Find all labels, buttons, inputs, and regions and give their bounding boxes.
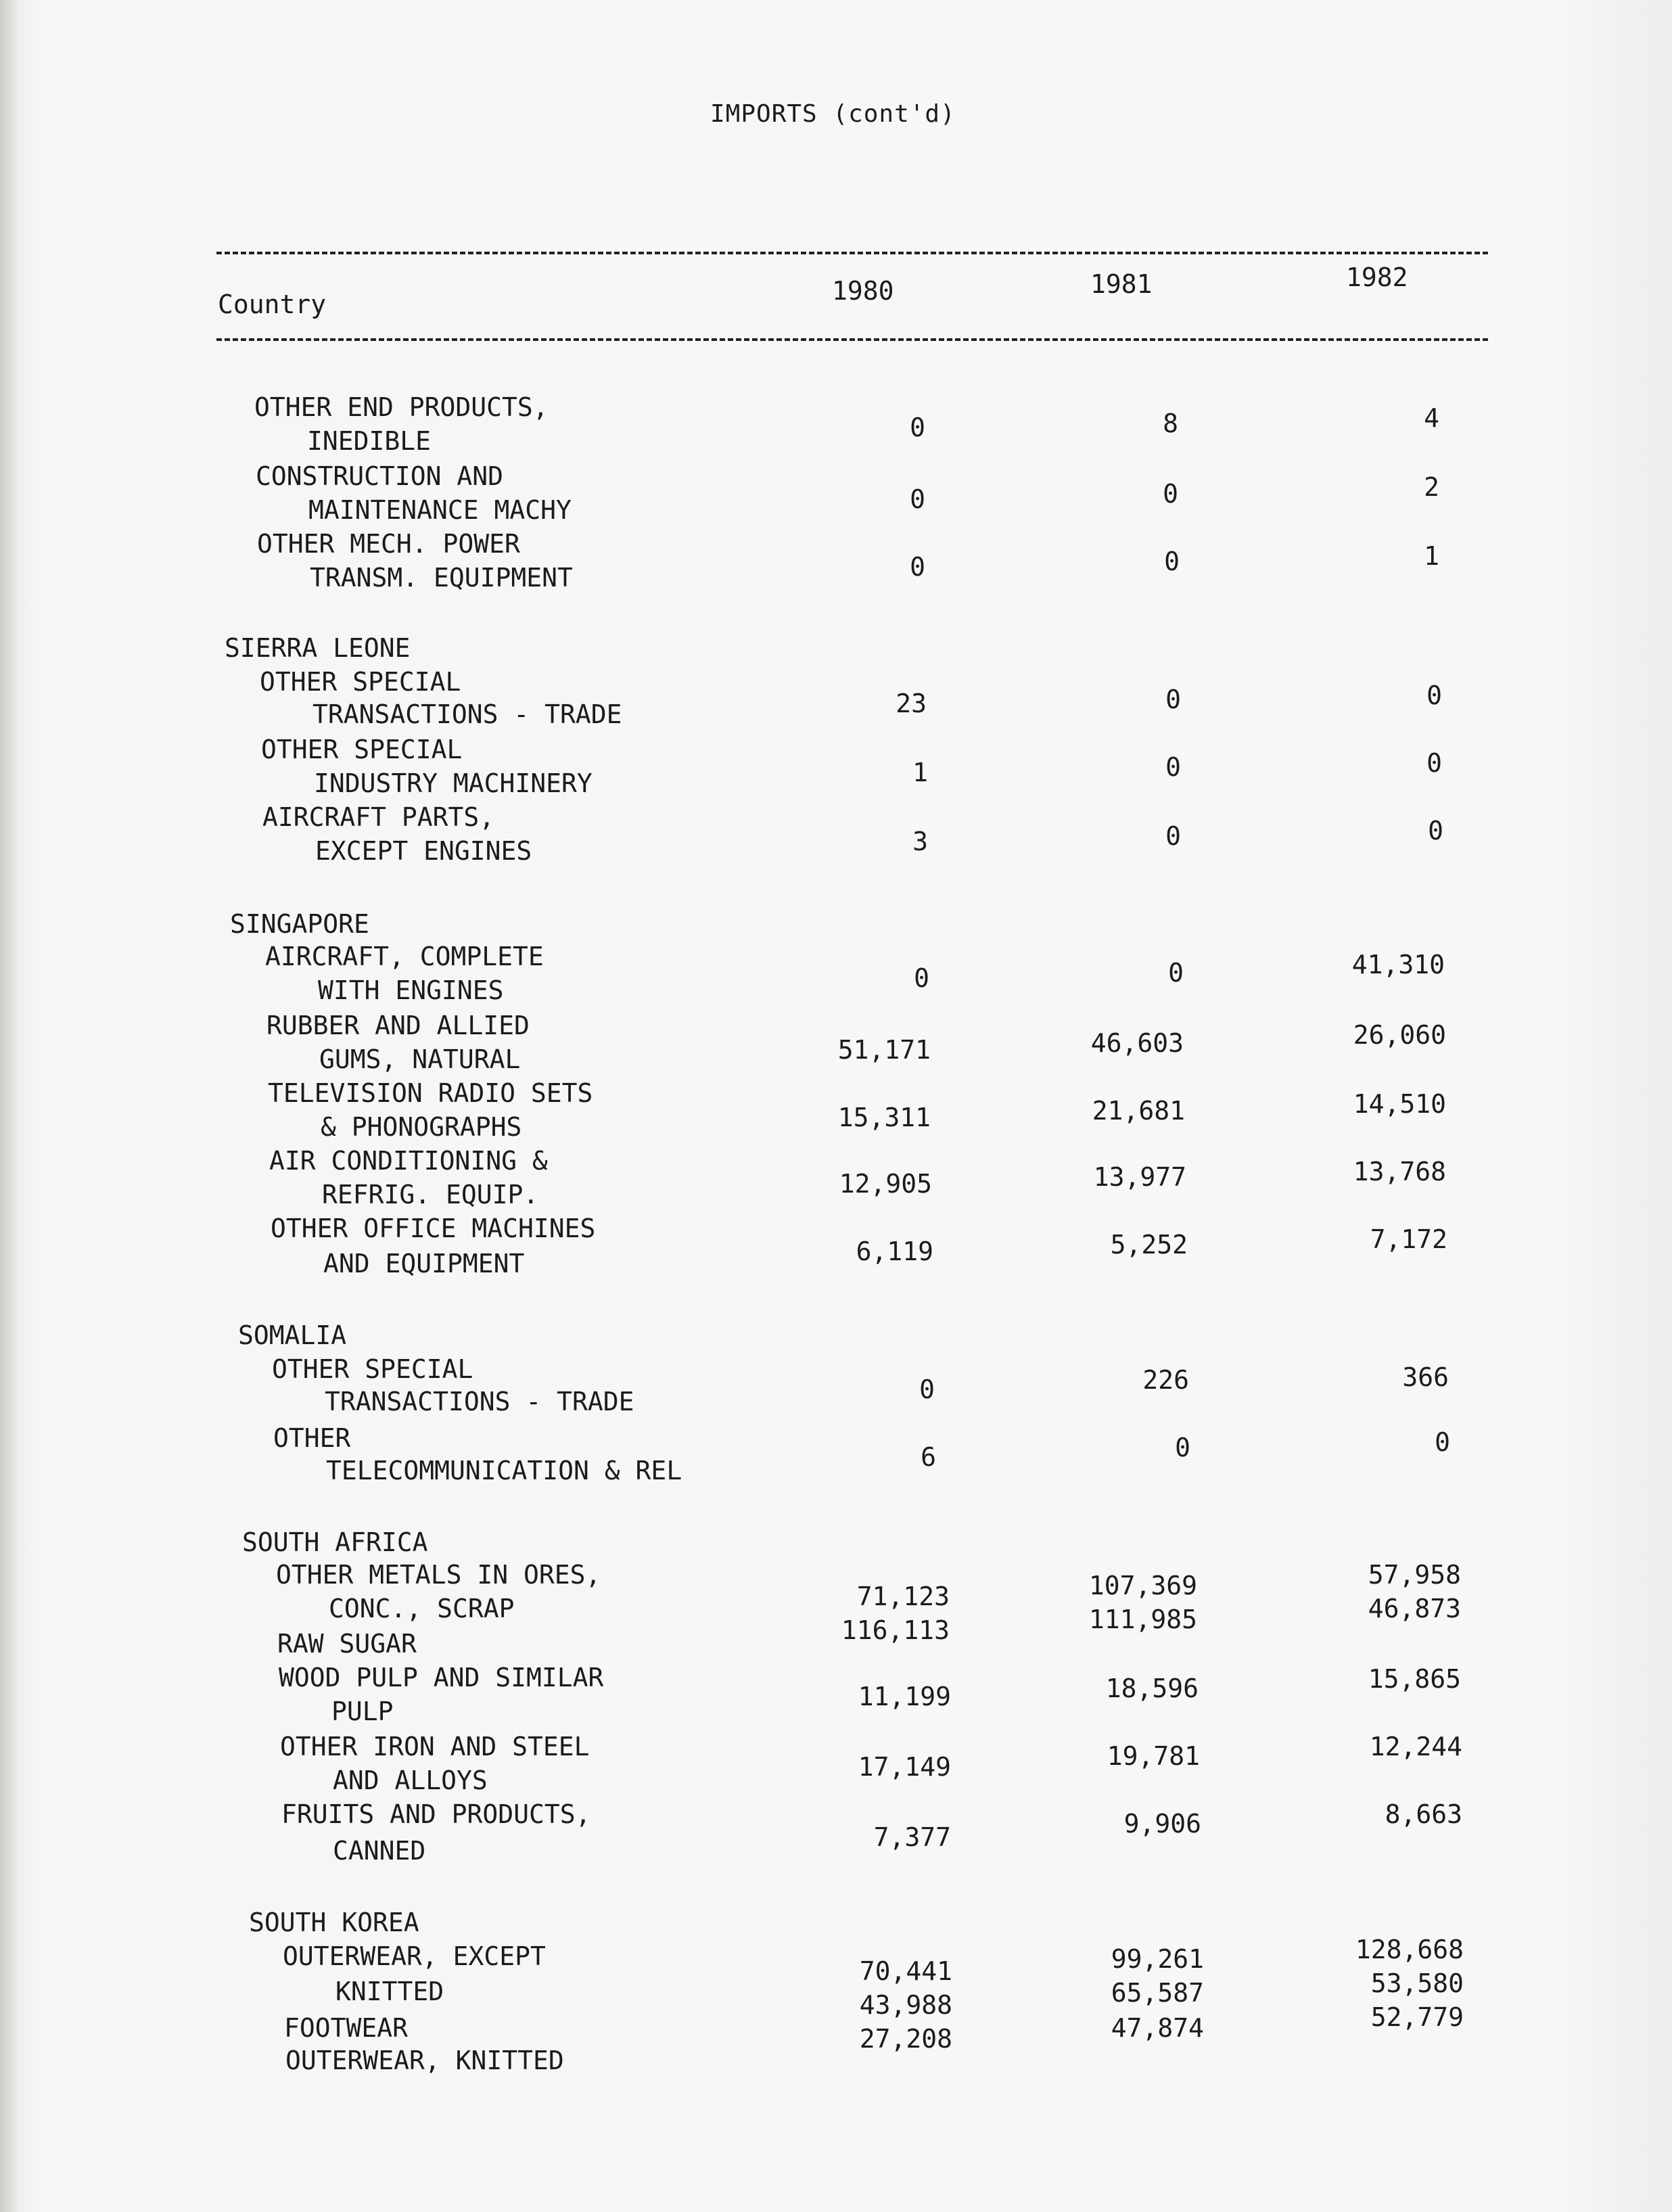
- item-label-line: TELECOMMUNICATION & REL: [326, 1456, 682, 1485]
- item-label-line: AIRCRAFT PARTS,: [262, 802, 495, 832]
- item-label-line: OTHER SPECIAL: [261, 735, 463, 764]
- value-1980: 27,208: [859, 2024, 952, 2054]
- country-heading: SIERRA LEONE: [225, 633, 411, 663]
- item-label-line: & PHONOGRAPHS: [321, 1112, 522, 1142]
- value-1980: 1: [912, 758, 928, 787]
- value-1982: 13,768: [1353, 1157, 1446, 1186]
- value-1980: 6: [921, 1442, 936, 1472]
- header-year-1981: 1981: [1090, 269, 1153, 299]
- value-1980: 51,171: [837, 1035, 931, 1065]
- value-1980: 0: [919, 1375, 935, 1404]
- value-1981: 226: [1142, 1365, 1189, 1395]
- value-1981: 21,681: [1092, 1096, 1185, 1126]
- item-label-line: TRANSM. EQUIPMENT: [310, 563, 573, 593]
- value-1980: 17,149: [858, 1752, 951, 1782]
- value-1982: 0: [1428, 816, 1443, 846]
- value-1980: 0: [910, 413, 925, 442]
- value-1981: 47,874: [1111, 2013, 1204, 2043]
- value-1980: 11,199: [858, 1682, 951, 1711]
- item-label-line: REFRIG. EQUIP.: [322, 1180, 539, 1209]
- item-label-line: OTHER: [273, 1423, 351, 1453]
- value-1981: 0: [1165, 752, 1181, 782]
- country-heading: SOUTH AFRICA: [242, 1527, 428, 1557]
- item-label-line: EXCEPT ENGINES: [315, 836, 532, 866]
- value-1982: 128,668: [1355, 1935, 1464, 1964]
- value-1981: 18,596: [1105, 1674, 1199, 1703]
- value-1981: 13,977: [1093, 1162, 1186, 1192]
- item-label-line: CONC., SCRAP: [329, 1594, 515, 1623]
- value-1982: 46,873: [1368, 1594, 1461, 1623]
- header-top-rule: [216, 252, 1488, 254]
- header-year-1980: 1980: [832, 276, 894, 306]
- header-country: Country: [218, 290, 327, 319]
- value-1981: 111,985: [1088, 1605, 1197, 1634]
- value-1980: 7,377: [873, 1822, 951, 1852]
- value-1982: 2: [1424, 472, 1439, 502]
- value-1981: 65,587: [1111, 1978, 1204, 2008]
- item-label-line: OTHER SPECIAL: [272, 1354, 473, 1384]
- value-1982: 8,663: [1385, 1799, 1462, 1829]
- item-label-line: TRANSACTIONS - TRADE: [312, 699, 622, 729]
- page-title: IMPORTS (cont'd): [710, 100, 956, 128]
- item-label-line: CANNED: [333, 1836, 426, 1866]
- value-1981: 9,906: [1123, 1809, 1201, 1839]
- country-heading: SOMALIA: [238, 1320, 347, 1350]
- value-1982: 0: [1426, 681, 1442, 710]
- value-1982: 12,244: [1369, 1732, 1462, 1761]
- item-label-line: AIR CONDITIONING &: [269, 1146, 548, 1176]
- value-1982: 15,865: [1368, 1664, 1461, 1694]
- value-1980: 3: [912, 827, 928, 856]
- value-1982: 0: [1435, 1427, 1450, 1457]
- value-1982: 7,172: [1370, 1224, 1447, 1254]
- item-label-line: TRANSACTIONS - TRADE: [325, 1387, 634, 1416]
- item-label-line: WOOD PULP AND SIMILAR: [279, 1663, 604, 1692]
- item-label-line: FOOTWEAR: [284, 2013, 409, 2043]
- value-1982: 14,510: [1353, 1089, 1446, 1119]
- country-heading: SOUTH KOREA: [249, 1908, 419, 1937]
- value-1981: 99,261: [1111, 1944, 1204, 1974]
- header-bottom-rule: [216, 338, 1488, 341]
- value-1981: 0: [1165, 821, 1181, 851]
- value-1981: 0: [1163, 479, 1178, 509]
- item-label-line: OTHER OFFICE MACHINES: [271, 1214, 596, 1243]
- value-1980: 6,119: [856, 1237, 933, 1266]
- item-label-line: KNITTED: [335, 1977, 444, 2006]
- country-heading: SINGAPORE: [230, 909, 369, 939]
- header-year-1982: 1982: [1346, 262, 1408, 292]
- value-1980: 23: [896, 689, 927, 718]
- value-1982: 53,580: [1370, 1968, 1464, 1998]
- item-label-line: INEDIBLE: [307, 426, 432, 456]
- item-label-line: WITH ENGINES: [318, 975, 504, 1005]
- item-label-line: AND ALLOYS: [333, 1766, 488, 1795]
- value-1982: 1: [1424, 541, 1439, 571]
- value-1981: 0: [1168, 958, 1184, 988]
- item-label-line: PULP: [331, 1697, 394, 1726]
- value-1980: 0: [910, 552, 925, 582]
- page-edge-shadow: [0, 0, 19, 2212]
- item-label-line: RUBBER AND ALLIED: [266, 1011, 530, 1040]
- value-1980: 0: [910, 484, 925, 514]
- item-label-line: OUTERWEAR, KNITTED: [285, 2046, 564, 2075]
- item-label-line: OUTERWEAR, EXCEPT: [283, 1941, 546, 1971]
- value-1980: 116,113: [841, 1615, 950, 1645]
- item-label-line: MAINTENANCE MACHY: [308, 495, 572, 525]
- value-1981: 5,252: [1110, 1230, 1188, 1260]
- value-1980: 71,123: [856, 1582, 950, 1611]
- item-label-line: FRUITS AND PRODUCTS,: [281, 1799, 591, 1829]
- item-label-line: GUMS, NATURAL: [319, 1044, 521, 1074]
- item-label-line: CONSTRUCTION AND: [256, 461, 504, 491]
- value-1982: 26,060: [1353, 1020, 1446, 1050]
- item-label-line: OTHER METALS IN ORES,: [276, 1560, 601, 1590]
- item-label-line: TELEVISION RADIO SETS: [268, 1078, 593, 1108]
- item-label-line: OTHER SPECIAL: [260, 667, 461, 697]
- value-1980: 12,905: [839, 1169, 932, 1199]
- value-1980: 0: [914, 963, 929, 993]
- item-label-line: AND EQUIPMENT: [323, 1249, 525, 1278]
- value-1982: 0: [1426, 748, 1442, 778]
- value-1982: 366: [1402, 1362, 1449, 1392]
- value-1981: 8: [1163, 409, 1178, 438]
- item-label-line: AIRCRAFT, COMPLETE: [265, 942, 544, 971]
- value-1981: 0: [1164, 547, 1180, 576]
- value-1981: 46,603: [1090, 1028, 1184, 1058]
- value-1982: 4: [1424, 403, 1439, 433]
- value-1981: 0: [1175, 1433, 1190, 1462]
- value-1982: 57,958: [1368, 1560, 1461, 1590]
- item-label-line: OTHER MECH. POWER: [257, 529, 520, 559]
- value-1980: 15,311: [837, 1103, 931, 1132]
- value-1981: 0: [1165, 685, 1181, 714]
- item-label-line: OTHER END PRODUCTS,: [254, 392, 549, 422]
- value-1981: 19,781: [1107, 1741, 1200, 1771]
- value-1982: 41,310: [1351, 950, 1445, 980]
- value-1982: 52,779: [1370, 2002, 1464, 2032]
- item-label-line: RAW SUGAR: [277, 1629, 417, 1659]
- value-1980: 70,441: [859, 1956, 952, 1986]
- value-1980: 43,988: [859, 1990, 952, 2020]
- item-label-line: OTHER IRON AND STEEL: [280, 1732, 590, 1761]
- item-label-line: INDUSTRY MACHINERY: [314, 768, 593, 798]
- value-1981: 107,369: [1088, 1571, 1197, 1600]
